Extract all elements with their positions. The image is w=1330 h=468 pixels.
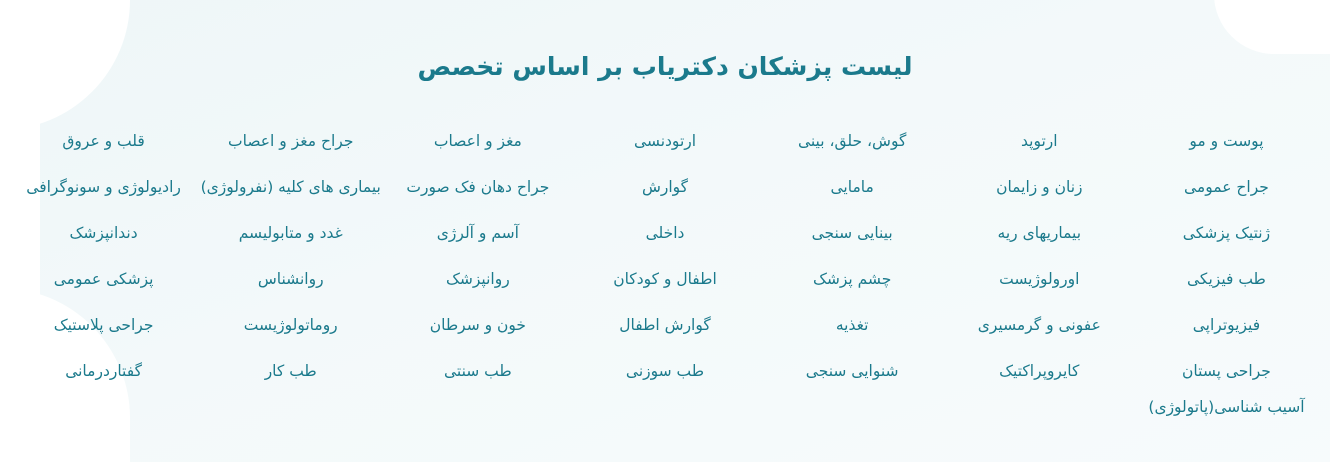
specialty-row-tail bbox=[10, 392, 1320, 422]
specialty-link[interactable]: جراح دهان فک صورت bbox=[406, 178, 550, 196]
specialty-link[interactable]: ژنتیک پزشکی bbox=[1182, 224, 1271, 242]
specialty-link[interactable]: اورولوژیست bbox=[999, 270, 1080, 288]
specialty-link[interactable]: زنان و زایمان bbox=[996, 178, 1083, 196]
specialty-link[interactable]: رادیولوژی و سونوگرافی bbox=[26, 178, 181, 196]
specialty-link[interactable]: جراحی پستان bbox=[1182, 362, 1271, 380]
specialty-link[interactable]: داخلی bbox=[645, 224, 685, 242]
specialty-link[interactable]: چشم پزشک bbox=[812, 270, 892, 288]
specialty-link[interactable]: غدد و متابولیسم bbox=[238, 224, 343, 242]
specialty-link[interactable]: طب کار bbox=[264, 362, 317, 380]
specialty-link[interactable]: طب سنتی bbox=[443, 362, 512, 380]
specialty-link[interactable]: مامایی bbox=[830, 178, 874, 196]
specialty-link[interactable]: جراح عمومی bbox=[1184, 178, 1269, 196]
specialty-link[interactable]: گوش، حلق، بینی bbox=[797, 132, 907, 150]
specialty-link[interactable]: فیزیوتراپی bbox=[1192, 316, 1261, 334]
specialty-row bbox=[10, 348, 1320, 394]
specialty-grid bbox=[10, 118, 1320, 394]
specialty-link[interactable]: ارتودنسی bbox=[633, 132, 697, 150]
specialty-link[interactable]: تغذیه bbox=[835, 316, 869, 334]
specialty-link[interactable]: مغز و اعصاب bbox=[433, 132, 522, 150]
specialty-link[interactable]: روانشناس bbox=[257, 270, 324, 288]
specialty-link[interactable]: شنوایی سنجی bbox=[805, 362, 899, 380]
specialty-link[interactable]: پوست و مو bbox=[1189, 132, 1264, 150]
specialty-row bbox=[10, 118, 1320, 164]
panel-edge-strip-bottom bbox=[0, 462, 1330, 468]
specialty-link[interactable]: بیماری های کلیه (نفرولوژی) bbox=[200, 178, 381, 196]
specialty-link[interactable]: قلب و عروق bbox=[62, 132, 145, 150]
specialty-link[interactable]: بیماریهای ریه bbox=[997, 224, 1082, 242]
page-title: لیست پزشکان دکتریاب بر اساس تخصص bbox=[417, 52, 913, 81]
specialty-link[interactable]: گوارش اطفال bbox=[619, 316, 711, 334]
specialty-link[interactable]: بینایی سنجی bbox=[811, 224, 893, 242]
specialty-link[interactable]: عفونی و گرمسیری bbox=[977, 316, 1101, 334]
specialty-link[interactable]: کایروپراکتیک bbox=[999, 362, 1080, 380]
specialty-row bbox=[10, 164, 1320, 210]
specialty-row bbox=[10, 210, 1320, 256]
specialty-row bbox=[10, 302, 1320, 348]
specialty-link[interactable]: طب سوزنی bbox=[625, 362, 705, 380]
specialty-link[interactable]: طب فیزیکی bbox=[1186, 270, 1266, 288]
specialty-link[interactable]: دندانپزشک bbox=[69, 224, 138, 242]
specialty-link[interactable]: روماتولوژیست bbox=[243, 316, 338, 334]
specialty-link[interactable]: گوارش bbox=[641, 178, 689, 196]
specialty-link[interactable]: جراح مغز و اعصاب bbox=[228, 132, 354, 150]
specialty-link[interactable]: گفتاردرمانی bbox=[65, 362, 142, 380]
specialty-link[interactable]: ارتوپد bbox=[1021, 132, 1058, 150]
specialty-link[interactable]: روانپزشک bbox=[446, 270, 510, 288]
specialty-link[interactable]: آسیب شناسی(پاتولوژی) bbox=[1148, 398, 1305, 416]
specialty-link[interactable]: پزشکی عمومی bbox=[53, 270, 154, 288]
specialty-row bbox=[10, 256, 1320, 302]
specialty-link[interactable]: خون و سرطان bbox=[429, 316, 527, 334]
specialty-link[interactable]: آسم و آلرژی bbox=[436, 224, 519, 242]
specialty-link[interactable]: اطفال و کودکان bbox=[613, 270, 717, 288]
specialty-link[interactable]: جراحی پلاستیک bbox=[53, 316, 154, 334]
